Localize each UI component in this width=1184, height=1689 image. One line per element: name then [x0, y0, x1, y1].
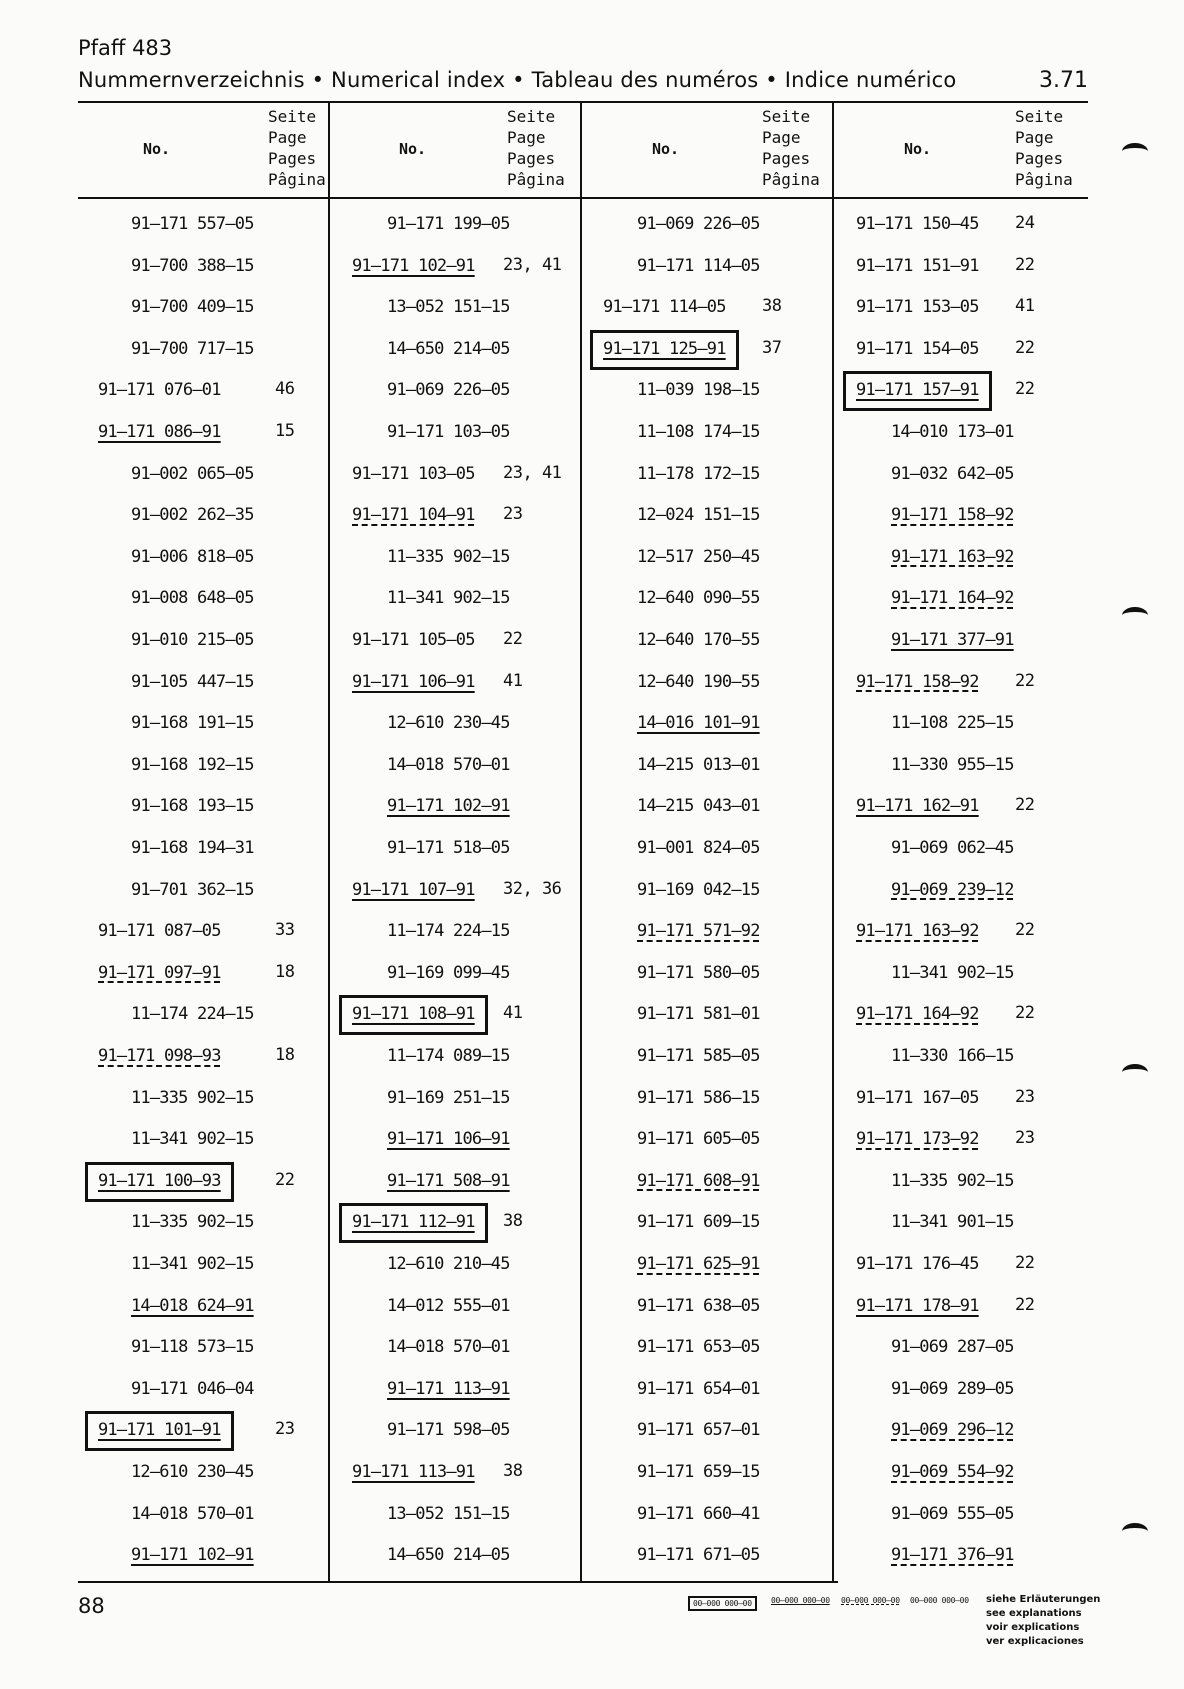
component-part-number: 91–168 194–31: [131, 838, 254, 858]
legend-plain-sample: 00–000 000–00: [910, 1596, 969, 1605]
column-header-page: [1015, 106, 1073, 190]
page-reference-value: 22: [275, 1169, 295, 1190]
component-part-number: 91–069 226–05: [387, 380, 510, 401]
column-divider: [832, 101, 834, 1582]
component-part-number: 11–341 902–15: [131, 1129, 254, 1150]
component-part-number: 91–069 289–05: [891, 1378, 1014, 1399]
component-part-number: 91–069 555–05: [891, 1503, 1014, 1524]
page-reference-value: 23: [275, 1419, 295, 1440]
component-part-number: 14–016 101–91: [637, 713, 760, 734]
assembly-part-number: 91–171 104–91: [352, 505, 475, 526]
part-number-text: 91–171 157–91: [856, 380, 979, 401]
assembly-part-number: 91–171 173–92: [856, 1129, 979, 1150]
assembly-part-number: 91–171 102–91: [352, 255, 475, 276]
component-part-number: 91–171 605–05: [637, 1129, 760, 1150]
binder-hole-mark: [1122, 607, 1148, 624]
component-part-number: 91–171 608–91: [637, 1170, 760, 1191]
component-part-number: 91–171 638–05: [637, 1295, 760, 1316]
component-part-number: 91–168 191–15: [131, 713, 254, 734]
component-part-number: 11–335 902–15: [387, 546, 510, 567]
part-number-text: 91–171 125–91: [603, 338, 726, 359]
page-reference-value: 41: [503, 670, 523, 691]
legend-dashed-sample: 00–000 000–00: [841, 1596, 900, 1605]
component-part-number: 91–171 654–01: [637, 1378, 760, 1399]
component-part-number: 11–174 224–15: [131, 1004, 254, 1025]
component-part-number: 91–069 239–12: [891, 879, 1014, 900]
part-number-text: 91–171 100–93: [98, 1170, 221, 1191]
component-part-number: 11–178 172–15: [637, 463, 760, 484]
component-part-number: 91–171 659–15: [637, 1462, 760, 1482]
component-part-number: 91–169 042–15: [637, 879, 760, 900]
component-part-number: 13–052 151–15: [387, 297, 510, 318]
component-part-number: 91–171 571–92: [637, 921, 760, 942]
component-part-number: 11–335 902–15: [131, 1087, 254, 1108]
page-reference-value: 23: [503, 504, 523, 525]
component-part-number: 12–640 170–55: [637, 630, 760, 650]
component-part-number: 91–169 251–15: [387, 1087, 510, 1108]
column-header-no: No.: [652, 140, 680, 158]
header-rule: [78, 197, 1088, 199]
assembly-part-number: 91–171 162–91: [856, 796, 979, 817]
component-part-number: 12–610 210–45: [387, 1254, 510, 1274]
assembly-part-number: 91–171 106–91: [352, 671, 475, 692]
component-part-number: 91–171 671–05: [637, 1545, 760, 1566]
component-part-number: 91–168 193–15: [131, 796, 254, 817]
legend-line-en: see explanations: [986, 1608, 1082, 1619]
page-reference-value: 38: [503, 1461, 523, 1481]
component-part-number: 91–701 362–15: [131, 879, 254, 900]
legend-line-fr: voir explications: [986, 1622, 1080, 1633]
top-rule: [78, 101, 1088, 103]
component-part-number: 91–069 554–92: [891, 1462, 1014, 1482]
component-part-number: 91–171 557–05: [131, 214, 254, 234]
page-reference-value: 18: [275, 961, 295, 982]
component-part-number: 91–171 653–05: [637, 1337, 760, 1358]
component-part-number: 91–171 581–01: [637, 1004, 760, 1025]
component-part-number: 91–171 376–91: [891, 1545, 1014, 1566]
column-header-page-label: Seite: [762, 107, 811, 126]
page-reference-value: 24: [1015, 213, 1035, 233]
component-part-number: 91–171 625–91: [637, 1254, 760, 1274]
component-part-number: 91–171 199–05: [387, 214, 510, 234]
part-number-text: 91–171 108–91: [352, 1004, 475, 1025]
component-part-number: 91–105 447–15: [131, 671, 254, 692]
assembly-part-number: 91–171 150–45: [856, 214, 979, 234]
binder-hole-mark: [1122, 1064, 1148, 1081]
component-part-number: 91–169 099–45: [387, 962, 510, 983]
column-header-page-label: Pages: [1015, 149, 1064, 168]
component-part-number: 11–174 224–15: [387, 921, 510, 942]
page-reference-value: 23: [1015, 1128, 1035, 1149]
component-part-number: 14–018 570–01: [387, 1337, 510, 1358]
component-part-number: 11–341 902–15: [387, 588, 510, 609]
component-part-number: 14–018 624–91: [131, 1295, 254, 1316]
legend-line-es: ver explicaciones: [986, 1636, 1084, 1647]
component-part-number: 14–215 043–01: [637, 796, 760, 817]
assembly-part-number: [85, 1162, 234, 1202]
component-part-number: 91–171 657–01: [637, 1420, 760, 1441]
component-part-number: 91–171 163–92: [891, 546, 1014, 567]
column-header-no: No.: [143, 140, 171, 158]
page-reference-value: 46: [275, 379, 295, 400]
assembly-part-number: [85, 1411, 234, 1451]
component-part-number: 12–610 230–45: [131, 1462, 254, 1482]
assembly-part-number: [339, 1203, 488, 1243]
column-header-page-label: Seite: [507, 107, 556, 126]
component-part-number: 91–032 642–05: [891, 463, 1014, 484]
component-part-number: 13–052 151–15: [387, 1503, 510, 1524]
page-reference: 3.71: [1039, 68, 1088, 93]
component-part-number: 91–171 158–92: [891, 505, 1014, 526]
column-header-page-label: Pages: [507, 149, 556, 168]
legend-underlined-sample: 00–000 000–00: [771, 1596, 830, 1605]
component-part-number: 91–002 065–05: [131, 463, 254, 484]
component-part-number: 91–171 580–05: [637, 962, 760, 983]
component-part-number: 14–012 555–01: [387, 1295, 510, 1316]
page-reference-value: 23: [1015, 1086, 1035, 1107]
page-reference-value: 23, 41: [503, 462, 562, 483]
assembly-part-number: 91–171 151–91: [856, 255, 979, 276]
page-reference-value: 41: [1015, 296, 1035, 317]
page-reference-value: 22: [1015, 254, 1035, 275]
page-number: 88: [78, 1594, 105, 1618]
component-part-number: 91–171 518–05: [387, 838, 510, 858]
assembly-part-number: [843, 371, 992, 411]
component-part-number: 91–168 192–15: [131, 754, 254, 775]
component-part-number: 14–018 570–01: [131, 1503, 254, 1524]
component-part-number: 12–024 151–15: [637, 505, 760, 526]
component-part-number: 11–108 225–15: [891, 713, 1014, 734]
brand-title: Pfaff 483: [78, 36, 173, 60]
component-part-number: 91–171 164–92: [891, 588, 1014, 609]
component-part-number: 91–171 598–05: [387, 1420, 510, 1441]
assembly-part-number: 91–171 158–92: [856, 671, 979, 692]
part-number-text: 91–171 112–91: [352, 1212, 475, 1233]
column-header-page-label: Seite: [268, 107, 317, 126]
assembly-part-number: 91–171 163–92: [856, 921, 979, 942]
column-divider: [580, 101, 582, 1582]
component-part-number: 91–171 377–91: [891, 630, 1014, 650]
page-reference-value: 32, 36: [503, 878, 562, 899]
component-part-number: 11–335 902–15: [131, 1212, 254, 1233]
assembly-part-number: 91–171 176–45: [856, 1254, 979, 1274]
component-part-number: 11–330 955–15: [891, 754, 1014, 775]
assembly-part-number: 91–171 105–05: [352, 630, 475, 650]
assembly-part-number: 91–171 167–05: [856, 1087, 979, 1108]
column-header-no: No.: [904, 140, 932, 158]
component-part-number: 91–069 296–12: [891, 1420, 1014, 1441]
assembly-part-number: 91–171 107–91: [352, 879, 475, 900]
page-reference-value: 22: [1015, 1253, 1035, 1273]
component-part-number: 11–341 901–15: [891, 1212, 1014, 1233]
component-part-number: 11–335 902–15: [891, 1170, 1014, 1191]
binder-hole-mark: [1122, 143, 1148, 160]
assembly-part-number: 91–171 076–01: [98, 380, 221, 401]
page-reference-value: 22: [1015, 337, 1035, 358]
page-reference-value: 22: [1015, 795, 1035, 816]
index-title: Nummernverzeichnis • Numerical index • Tableau des numéros • Indice numérico: [78, 68, 957, 92]
legend-line-de: siehe Erläuterungen: [986, 1594, 1101, 1605]
component-part-number: 91–069 226–05: [637, 214, 760, 234]
assembly-part-number: 91–171 154–05: [856, 338, 979, 359]
assembly-part-number: 91–171 114–05: [603, 297, 726, 318]
page-reference-value: 23, 41: [503, 254, 562, 275]
assembly-part-number: [590, 330, 739, 370]
column-header-page-label: Pages: [268, 149, 317, 168]
column-header-page-label: Page: [268, 128, 307, 147]
component-part-number: 91–171 508–91: [387, 1170, 510, 1191]
page-reference-value: 18: [275, 1045, 295, 1065]
page-reference-value: 37: [762, 337, 782, 358]
column-header-page: [762, 106, 820, 190]
component-part-number: 91–171 585–05: [637, 1046, 760, 1066]
assembly-part-number: 91–171 153–05: [856, 297, 979, 318]
column-header-page-label: Pâgina: [507, 170, 565, 189]
column-header-page-label: Page: [1015, 128, 1054, 147]
column-header-page: [268, 106, 326, 190]
page-reference-value: 38: [503, 1211, 523, 1232]
assembly-part-number: 91–171 086–91: [98, 422, 221, 442]
component-part-number: 91–171 046–04: [131, 1378, 254, 1399]
binder-hole-mark: [1122, 1523, 1148, 1540]
component-part-number: 91–002 262–35: [131, 505, 254, 526]
component-part-number: 14–010 173–01: [891, 422, 1014, 442]
column-header-page-label: Pages: [762, 149, 811, 168]
page-reference-value: 15: [275, 421, 295, 441]
component-part-number: 14–650 214–05: [387, 338, 510, 359]
component-part-number: 91–008 648–05: [131, 588, 254, 609]
page-reference-value: 22: [1015, 379, 1035, 400]
assembly-part-number: 91–171 113–91: [352, 1462, 475, 1482]
page-reference-value: 22: [1015, 1294, 1035, 1315]
component-part-number: 91–171 586–15: [637, 1087, 760, 1108]
column-header-page-label: Seite: [1015, 107, 1064, 126]
column-header-page: [507, 106, 565, 190]
component-part-number: 11–108 174–15: [637, 422, 760, 442]
component-part-number: 11–341 902–15: [131, 1254, 254, 1274]
column-header-page-label: Page: [507, 128, 546, 147]
component-part-number: 91–700 717–15: [131, 338, 254, 359]
column-divider: [328, 101, 330, 1582]
component-part-number: 91–006 818–05: [131, 546, 254, 567]
component-part-number: 91–171 660–41: [637, 1503, 760, 1524]
page-reference-value: 33: [275, 920, 295, 941]
component-part-number: 12–640 090–55: [637, 588, 760, 609]
assembly-part-number: 91–171 103–05: [352, 463, 475, 484]
component-part-number: 12–610 230–45: [387, 713, 510, 734]
component-part-number: 91–171 113–91: [387, 1378, 510, 1399]
column-header-no: No.: [399, 140, 427, 158]
component-part-number: 91–171 103–05: [387, 422, 510, 442]
assembly-part-number: 91–171 097–91: [98, 962, 221, 983]
component-part-number: 91–171 114–05: [637, 255, 760, 276]
component-part-number: 91–010 215–05: [131, 630, 254, 650]
component-part-number: 91–171 102–91: [131, 1545, 254, 1566]
page-reference-value: 41: [503, 1003, 523, 1024]
column-header-page-label: Pâgina: [762, 170, 820, 189]
part-number-text: 91–171 101–91: [98, 1420, 221, 1441]
page-reference-value: 22: [1015, 670, 1035, 691]
component-part-number: 12–517 250–45: [637, 546, 760, 567]
assembly-part-number: [339, 995, 488, 1035]
column-header-page-label: Pâgina: [1015, 170, 1073, 189]
component-part-number: 91–700 388–15: [131, 255, 254, 276]
component-part-number: 11–341 902–15: [891, 962, 1014, 983]
legend-boxed-sample: 00–000 000–00: [688, 1596, 757, 1611]
assembly-part-number: 91–171 178–91: [856, 1295, 979, 1316]
component-part-number: 91–171 102–91: [387, 796, 510, 817]
component-part-number: 91–171 106–91: [387, 1129, 510, 1150]
component-part-number: 91–700 409–15: [131, 297, 254, 318]
component-part-number: 91–069 062–45: [891, 838, 1014, 858]
component-part-number: 14–215 013–01: [637, 754, 760, 775]
page-reference-value: 22: [1015, 1003, 1035, 1024]
column-header-page-label: Pâgina: [268, 170, 326, 189]
component-part-number: 14–650 214–05: [387, 1545, 510, 1566]
component-part-number: 11–330 166–15: [891, 1046, 1014, 1066]
component-part-number: 91–171 609–15: [637, 1212, 760, 1233]
page-reference-value: 38: [762, 296, 782, 317]
legend-explanations: [986, 1593, 1100, 1649]
component-part-number: 11–174 089–15: [387, 1046, 510, 1066]
page-reference-value: 22: [1015, 920, 1035, 941]
component-part-number: 14–018 570–01: [387, 754, 510, 775]
component-part-number: 91–001 824–05: [637, 838, 760, 858]
assembly-part-number: 91–171 098–93: [98, 1046, 221, 1066]
assembly-part-number: 91–171 164–92: [856, 1004, 979, 1025]
component-part-number: 91–069 287–05: [891, 1337, 1014, 1358]
component-part-number: 12–640 190–55: [637, 671, 760, 692]
component-part-number: 11–039 198–15: [637, 380, 760, 401]
assembly-part-number: 91–171 087–05: [98, 921, 221, 942]
column-header-page-label: Page: [762, 128, 801, 147]
bottom-rule: [78, 1581, 838, 1583]
page-reference-value: 22: [503, 629, 523, 649]
component-part-number: 91–118 573–15: [131, 1337, 254, 1358]
